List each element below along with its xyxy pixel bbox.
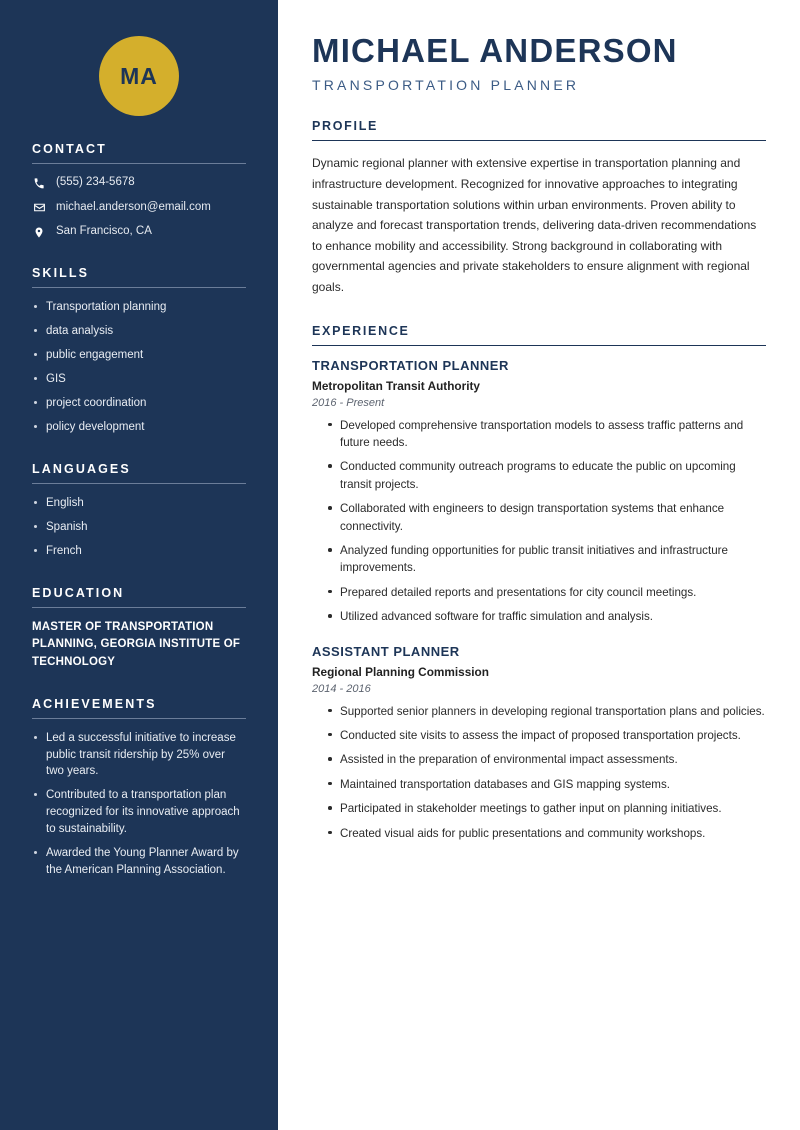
profile-text: Dynamic regional planner with extensive expertise in transportation planning and infrastructure development. Recognized for innovative approaches to integrating sustainable transportation solutions within urban environments. Proven ability to analyze and forecast transportation trends, delivering data-driven recommendations to enhance mobility and accessibility. Strong background in collaborating with governmental agencies and private stakeholders to ensure alignment with regional goals. <box>312 156 757 295</box>
list-item: data analysis <box>32 323 246 340</box>
job-role-subtitle: TRANSPORTATION PLANNER <box>312 77 580 94</box>
list-item: Collaborated with engineers to design transportation systems that enhance connectivity. <box>326 500 766 535</box>
sidebar-section-education <box>32 586 246 671</box>
contact-value: San Francisco, CA <box>56 225 152 238</box>
experience-entry <box>312 358 766 626</box>
achievements-list <box>32 730 246 878</box>
list-item: Maintained transportation databases and GIS mapping systems. <box>326 776 766 793</box>
phone-icon <box>32 176 46 190</box>
avatar-container <box>32 0 246 116</box>
list-item: project coordination <box>32 395 246 412</box>
experience-company: Metropolitan Transit Authority <box>312 378 480 393</box>
section-title: PROFILE <box>312 119 766 141</box>
sidebar-section-achievements <box>32 697 246 878</box>
list-item: Created visual aids for public presentations and community workshops. <box>326 825 766 842</box>
envelope-icon <box>32 201 46 215</box>
experience-job-title: TRANSPORTATION PLANNER <box>312 357 509 373</box>
list-item: Transportation planning <box>32 299 246 316</box>
sidebar-section-title: ACHIEVEMENTS <box>32 697 246 719</box>
main-content <box>278 0 800 1130</box>
list-item: Participated in stakeholder meetings to gather input on planning initiatives. <box>326 800 766 817</box>
experience-bullet-list <box>312 703 766 842</box>
contact-value: (555) 234-5678 <box>56 176 135 188</box>
experience-dates: 2016 - Present <box>312 396 385 409</box>
avatar: MA <box>99 36 179 116</box>
list-item: Analyzed funding opportunities for public transit initiatives and infrastructure improvements. <box>326 542 766 577</box>
education-item: MASTER OF TRANSPORTATION PLANNING, GEORGIA INSTITUTE OF TECHNOLOGY <box>32 621 241 668</box>
sidebar-section-skills <box>32 266 246 437</box>
sidebar-section-title: LANGUAGES <box>32 462 246 484</box>
list-item: GIS <box>32 371 246 388</box>
list-item: Prepared detailed reports and presentations for city council meetings. <box>326 584 766 601</box>
experience-dates: 2014 - 2016 <box>312 682 371 695</box>
list-item: Led a successful initiative to increase public transit ridership by 25% over two years. <box>32 730 246 780</box>
experience-job-title: ASSISTANT PLANNER <box>312 643 460 659</box>
section-title: EXPERIENCE <box>312 324 766 346</box>
list-item: policy development <box>32 419 246 436</box>
sidebar-section-title: EDUCATION <box>32 586 246 608</box>
list-item: Contributed to a transportation plan recognized for its innovative approach to sustainability. <box>32 787 246 837</box>
experience-entry <box>312 644 766 842</box>
contact-item-location <box>32 224 246 240</box>
sidebar-section-title: SKILLS <box>32 266 246 288</box>
location-pin-icon <box>32 225 46 239</box>
list-item: Conducted community outreach programs to educate the public on upcoming transit projects. <box>326 458 766 493</box>
skills-list <box>32 299 246 437</box>
list-item: Awarded the Young Planner Award by the American Planning Association. <box>32 845 246 878</box>
section-profile <box>312 119 766 297</box>
languages-list <box>32 495 246 560</box>
section-experience <box>312 324 766 842</box>
page-title: MICHAEL ANDERSON <box>312 32 678 69</box>
list-item: Supported senior planners in developing regional transportation plans and policies. <box>326 703 766 720</box>
list-item: English <box>32 495 246 512</box>
sidebar-section-title: CONTACT <box>32 142 246 164</box>
sidebar-section-languages <box>32 462 246 560</box>
contact-item-email[interactable] <box>32 200 246 216</box>
list-item: Spanish <box>32 519 246 536</box>
experience-company: Regional Planning Commission <box>312 664 489 679</box>
list-item: Conducted site visits to assess the impact of proposed transportation projects. <box>326 727 766 744</box>
list-item: Developed comprehensive transportation models to assess traffic patterns and future needs. <box>326 417 766 452</box>
sidebar-section-contact <box>32 142 246 240</box>
contact-value: michael.anderson@email.com <box>56 200 211 213</box>
list-item: French <box>32 543 246 560</box>
experience-bullet-list <box>312 417 766 626</box>
sidebar <box>0 0 278 1130</box>
list-item: public engagement <box>32 347 246 364</box>
list-item: Utilized advanced software for traffic simulation and analysis. <box>326 608 766 625</box>
list-item: Assisted in the preparation of environmental impact assessments. <box>326 751 766 768</box>
contact-item-phone[interactable] <box>32 175 246 191</box>
